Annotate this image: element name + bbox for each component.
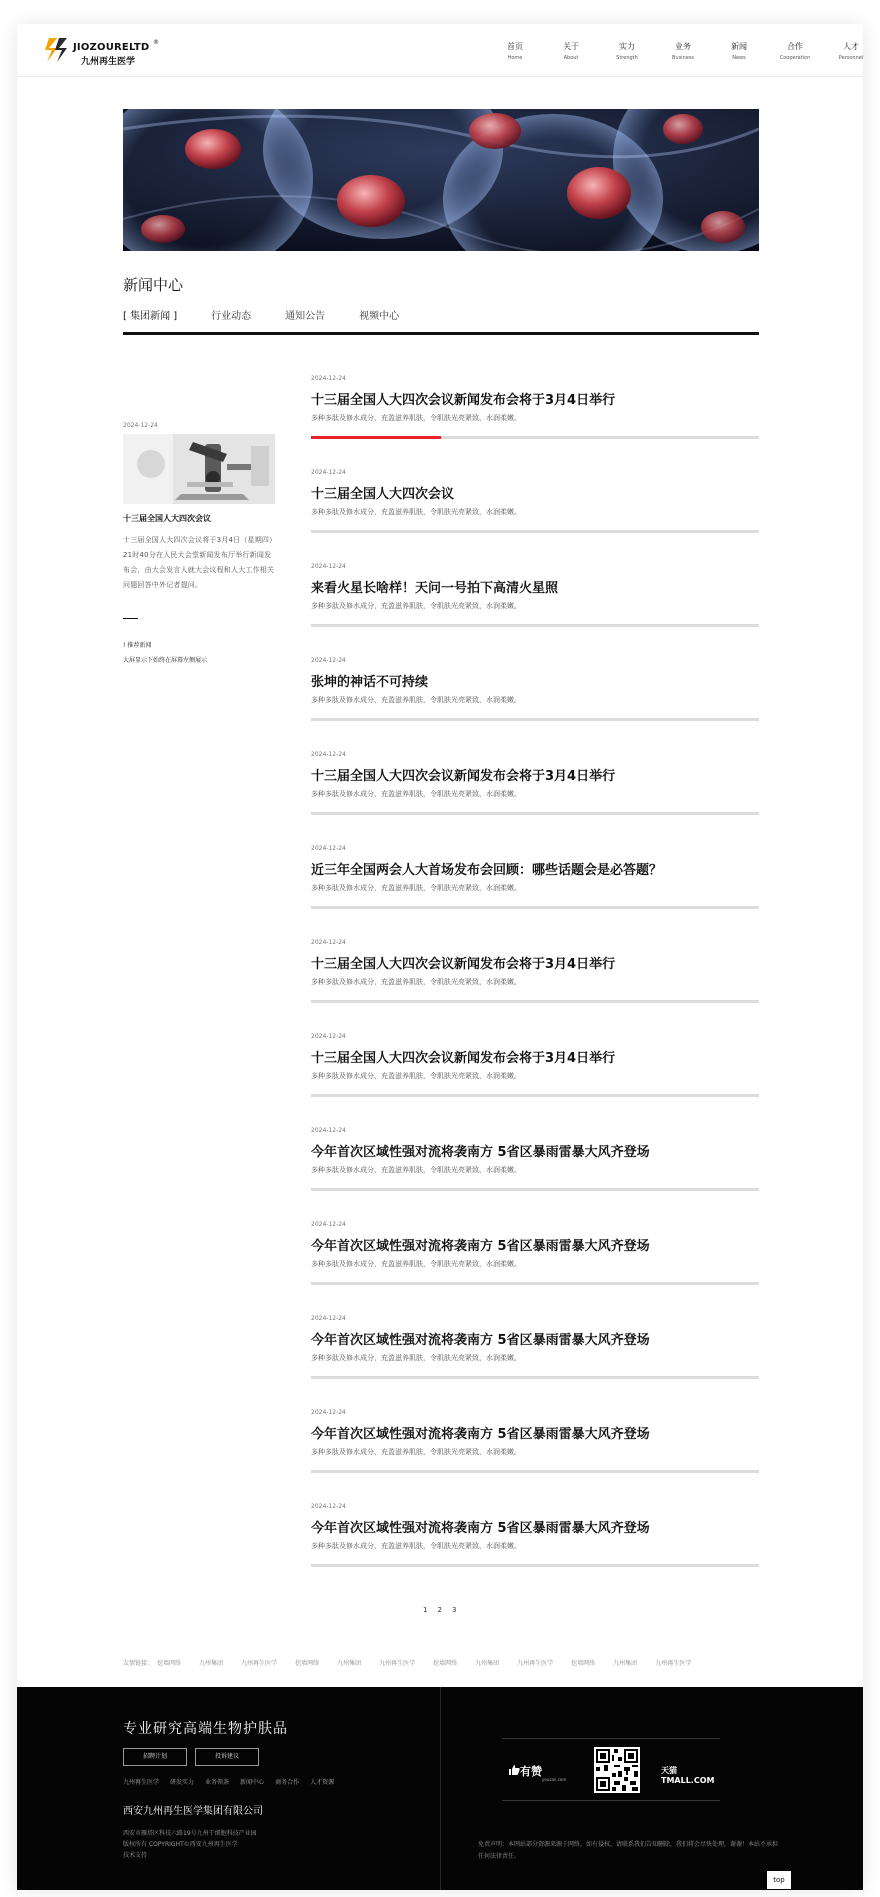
featured-dash-divider — [123, 618, 138, 619]
friend-link[interactable]: 挖墙网络 — [295, 1660, 320, 1667]
partner-logos — [502, 1738, 720, 1801]
footer-divider — [440, 1687, 441, 1890]
page-link-1[interactable]: 1 — [423, 1606, 428, 1614]
news-date: 2024-12-24 — [311, 845, 346, 852]
recommended-tag: ! 推荐新闻 — [123, 642, 152, 649]
news-date: 2024-12-24 — [311, 1315, 346, 1322]
logo-en-text: JIOZOURELTD — [73, 42, 150, 53]
news-list-item[interactable] — [311, 751, 759, 845]
featured-title: 十三届全国人大四次会议 — [123, 514, 211, 523]
news-date: 2024-12-24 — [311, 1221, 346, 1228]
news-title[interactable]: 今年首次区域性强对流将袭南方 5省区暴雨雷暴大风齐登场 — [311, 1145, 650, 1160]
footer-link[interactable]: 研发实力 — [170, 1779, 195, 1786]
news-date: 2024-12-24 — [311, 657, 346, 664]
tab-announcements[interactable]: 通知公告 — [285, 311, 326, 322]
microscope-illustration — [123, 434, 275, 504]
friend-link[interactable]: 九州集团 — [613, 1660, 638, 1667]
friend-link[interactable]: 九州再生医学 — [655, 1660, 692, 1667]
news-underline-bar — [311, 1376, 759, 1379]
news-underline-bar — [311, 1094, 759, 1097]
nav-label-en: Home — [507, 55, 523, 61]
footer-link[interactable]: 九州再生医学 — [123, 1779, 160, 1786]
news-list-item[interactable] — [311, 469, 759, 563]
footer-address-line: 西安市雁塔区科技六路19号九州干细胞科技产业园 — [123, 1830, 257, 1837]
news-underline-bar — [311, 530, 759, 533]
nav-label-cn: 业务 — [675, 42, 691, 51]
news-list-item[interactable] — [311, 1409, 759, 1503]
news-list-item[interactable] — [311, 939, 759, 1033]
news-underline-bar — [311, 1000, 759, 1003]
news-description: 多种多肽及修水成分，充盈滋养肌肤，令肌肤光亮紧致，水润柔嫩。 — [311, 508, 521, 516]
footer-slogan: 专业研究高端生物护肤品 — [123, 1721, 288, 1737]
news-date: 2024-12-24 — [311, 1409, 346, 1416]
news-underline-bar — [311, 812, 759, 815]
news-date: 2024-12-24 — [311, 751, 346, 758]
news-date: 2024-12-24 — [311, 939, 346, 946]
nav-item-business[interactable] — [655, 41, 711, 61]
news-title[interactable]: 十三届全国人大四次会议 — [311, 487, 455, 502]
footer-links — [123, 1777, 345, 1786]
nav-label-en: About — [563, 55, 579, 61]
friend-link[interactable]: 九州再生医学 — [379, 1660, 416, 1667]
page-link-2[interactable]: 2 — [437, 1606, 442, 1614]
logo-cn-text: 九州再生医学 — [81, 57, 136, 67]
news-description: 多种多肽及修水成分，充盈滋养肌肤，令肌肤光亮紧致，水润柔嫩。 — [311, 884, 521, 892]
nav-label-cn: 关于 — [563, 42, 579, 51]
news-date: 2024-12-24 — [311, 375, 346, 382]
news-title[interactable]: 近三年全国两会人大首场发布会回顾：哪些话题会是必答题？ — [311, 863, 663, 878]
tab-video-center[interactable]: 视频中心 — [359, 311, 400, 322]
footer-address — [123, 1828, 257, 1861]
news-title[interactable]: 今年首次区域性强对流将袭南方 5省区暴雨雷暴大风齐登场 — [311, 1427, 650, 1442]
page — [17, 24, 863, 1890]
friend-link[interactable]: 挖墙网络 — [433, 1660, 458, 1667]
nav-item-strength[interactable] — [599, 41, 655, 61]
nav-item-about[interactable] — [543, 41, 599, 61]
friend-link[interactable]: 九州集团 — [337, 1660, 362, 1667]
footer-buttons — [123, 1748, 267, 1766]
news-underline-bar — [311, 624, 759, 627]
news-date: 2024-12-24 — [311, 1033, 346, 1040]
footer-link[interactable]: 商务合作 — [275, 1779, 300, 1786]
news-underline-bar — [311, 906, 759, 909]
news-date: 2024-12-24 — [311, 469, 346, 476]
friend-link[interactable]: 挖墙网络 — [157, 1660, 182, 1667]
hero-banner-image — [123, 109, 759, 251]
site-header — [17, 24, 863, 77]
news-description: 多种多肽及修水成分，充盈滋养肌肤，令肌肤光亮紧致，水润柔嫩。 — [311, 602, 521, 610]
friend-link[interactable]: 九州集团 — [475, 1660, 500, 1667]
footer-disclaimer: 免责声明：本网站部分资源来源于网络，如有侵权，请联系我们告知删除，我们将会尽快处理，谢谢！本站不承担任何法律责任。 — [478, 1841, 779, 1860]
youzan-domain: youzan.com — [542, 1777, 567, 1782]
news-description: 多种多肽及修水成分，充盈滋养肌肤，令肌肤光亮紧致，水润柔嫩。 — [311, 1354, 521, 1362]
qr-code-icon — [594, 1747, 640, 1793]
page-title: 新闻中心 — [123, 276, 184, 294]
news-description: 多种多肽及修水成分，充盈滋养肌肤，令肌肤光亮紧致，水润柔嫩。 — [311, 1260, 521, 1268]
news-list-item[interactable] — [311, 563, 759, 657]
news-date: 2024-12-24 — [311, 1503, 346, 1510]
logo-mark-icon — [43, 34, 73, 64]
news-description: 多种多肽及修水成分，充盈滋养肌肤，令肌肤光亮紧致，水润柔嫩。 — [311, 1166, 521, 1174]
nav-label-en: Personnel — [838, 55, 864, 61]
news-title[interactable]: 张坤的神话不可持续 — [311, 675, 429, 690]
news-description: 多种多肽及修水成分，充盈滋养肌肤，令肌肤光亮紧致，水润柔嫩。 — [311, 1072, 521, 1080]
footer-company-name: 西安九州再生医学集团有限公司 — [123, 1806, 263, 1817]
footer-link[interactable]: 人才资源 — [310, 1779, 335, 1786]
news-description: 多种多肽及修水成分，充盈滋养肌肤，令肌肤光亮紧致，水润柔嫩。 — [311, 1448, 521, 1456]
news-underline-bar — [311, 1282, 759, 1285]
news-title[interactable]: 来看火星长啥样！天问一号拍下高清火星照 — [311, 581, 559, 596]
news-underline-bar — [311, 436, 759, 439]
nav-label-en: Cooperation — [779, 55, 811, 61]
news-description: 多种多肽及修水成分，充盈滋养肌肤，令肌肤光亮紧致，水润柔嫩。 — [311, 790, 521, 798]
nav-item-personnel[interactable] — [823, 41, 879, 61]
main-nav — [487, 41, 879, 61]
news-title[interactable]: 今年首次区域性强对流将袭南方 5省区暴雨雷暴大风齐登场 — [311, 1239, 650, 1254]
tab-group-news[interactable]: [ 集团新闻 ] — [123, 311, 178, 322]
nav-label-en: Strength — [616, 55, 638, 61]
logo-registered-mark: ® — [153, 39, 159, 46]
nav-label-cn: 人才 — [843, 42, 859, 51]
tabs-divider — [123, 332, 759, 335]
featured-description: 十三届全国人大四次会议将于3月4日（星期四）21时40分在人民大会堂新闻发布厅举行新闻发布会，由大会发言人就大会议程和人大工作相关问题回答中外记者提问。 — [123, 536, 275, 589]
news-title[interactable]: 十三届全国人大四次会议新闻发布会将于3月4日举行 — [311, 393, 616, 408]
news-title[interactable]: 今年首次区域性强对流将袭南方 5省区暴雨雷暴大风齐登场 — [311, 1333, 650, 1348]
news-description: 多种多肽及修水成分，充盈滋养肌肤，令肌肤光亮紧致，水润柔嫩。 — [311, 414, 521, 422]
news-list — [311, 375, 759, 1597]
tmall-logo[interactable]: 天猫 TMALL.COM — [661, 1766, 715, 1785]
news-list-item[interactable] — [311, 1221, 759, 1315]
news-list-item[interactable] — [311, 1503, 759, 1597]
back-to-top-button[interactable]: top — [767, 1871, 791, 1889]
news-list-item[interactable] — [311, 845, 759, 939]
nav-item-news[interactable] — [711, 41, 767, 61]
featured-news-card[interactable] — [123, 422, 275, 664]
friend-links — [123, 1658, 709, 1667]
friend-link[interactable]: 挖墙网络 — [571, 1660, 596, 1667]
friend-links-label: 友情链接： — [123, 1660, 154, 1667]
news-underline-bar — [311, 1470, 759, 1473]
footer-link[interactable]: 新闻中心 — [240, 1779, 265, 1786]
page-link-3[interactable]: 3 — [451, 1606, 457, 1614]
site-logo[interactable] — [43, 34, 163, 68]
friend-link[interactable]: 九州再生医学 — [517, 1660, 554, 1667]
news-underline-bar — [311, 1564, 759, 1567]
news-description: 多种多肽及修水成分，充盈滋养肌肤，令肌肤光亮紧致，水润柔嫩。 — [311, 696, 521, 704]
news-list-item[interactable] — [311, 1033, 759, 1127]
complaint-suggestion-button[interactable]: 投诉建议 — [195, 1748, 259, 1766]
news-list-item[interactable] — [311, 1315, 759, 1409]
news-underline-bar — [311, 718, 759, 721]
news-category-tabs — [123, 307, 433, 322]
nav-label-en: Business — [671, 55, 695, 61]
news-list-item[interactable] — [311, 657, 759, 751]
featured-date: 2024-12-24 — [123, 422, 158, 429]
site-footer — [17, 1687, 863, 1890]
nav-label-cn: 新闻 — [731, 42, 747, 51]
news-progress-fill — [311, 436, 441, 439]
news-title[interactable]: 今年首次区域性强对流将袭南方 5省区暴雨雷暴大风齐登场 — [311, 1521, 650, 1536]
featured-microscope-image — [123, 434, 275, 504]
nav-label-cn: 实力 — [619, 42, 635, 51]
news-description: 多种多肽及修水成分，充盈滋养肌肤，令肌肤光亮紧致，水润柔嫩。 — [311, 978, 521, 986]
recommended-note: 大屏显示下始终在屏幕左侧展示 — [123, 657, 208, 664]
friend-link[interactable]: 九州集团 — [199, 1660, 224, 1667]
news-list-item[interactable] — [311, 375, 759, 469]
nav-item-cooperation[interactable] — [767, 41, 823, 61]
news-description: 多种多肽及修水成分，充盈滋养肌肤，令肌肤光亮紧致，水润柔嫩。 — [311, 1542, 521, 1550]
news-date: 2024-12-24 — [311, 563, 346, 570]
tab-industry-news[interactable]: 行业动态 — [211, 311, 252, 322]
news-title[interactable]: 十三届全国人大四次会议新闻发布会将于3月4日举行 — [311, 1051, 616, 1066]
thumbs-up-icon — [508, 1764, 520, 1776]
news-underline-bar — [311, 1188, 759, 1191]
footer-tech-support[interactable]: 技术支持 — [123, 1852, 148, 1859]
nav-label-en: News — [732, 55, 746, 61]
friend-link[interactable]: 九州再生医学 — [241, 1660, 278, 1667]
qr-code-pattern — [594, 1747, 640, 1793]
nav-item-home[interactable] — [487, 41, 543, 61]
recruitment-plan-button[interactable]: 招聘计划 — [123, 1748, 187, 1766]
news-title[interactable]: 十三届全国人大四次会议新闻发布会将于3月4日举行 — [311, 769, 616, 784]
news-list-item[interactable] — [311, 1127, 759, 1221]
footer-copyright: 版权所有 COPYRIGHT©西安九州再生医学 — [123, 1841, 238, 1848]
youzan-logo[interactable]: 有赞 — [520, 1765, 542, 1778]
news-title[interactable]: 十三届全国人大四次会议新闻发布会将于3月4日举行 — [311, 957, 616, 972]
pagination — [423, 1606, 466, 1614]
nav-label-cn: 合作 — [787, 42, 803, 51]
footer-link[interactable]: 业务领条 — [205, 1779, 230, 1786]
news-date: 2024-12-24 — [311, 1127, 346, 1134]
cells-illustration — [123, 109, 759, 251]
nav-label-cn: 首页 — [507, 42, 523, 51]
